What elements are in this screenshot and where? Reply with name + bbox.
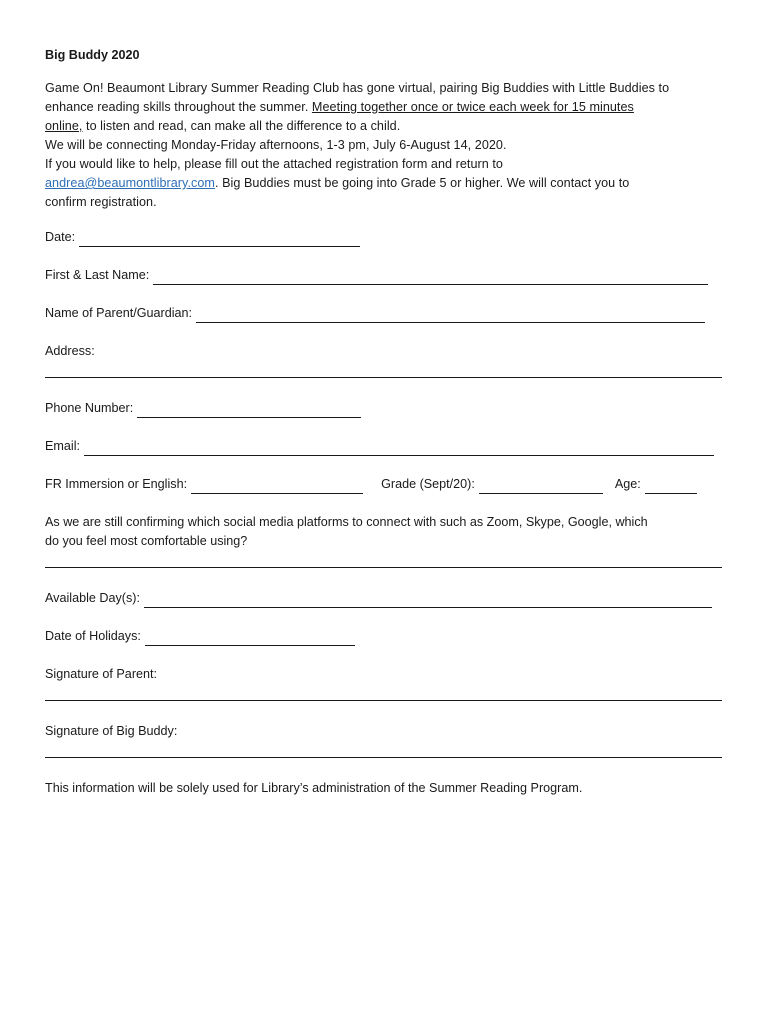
holidays-field[interactable] bbox=[145, 630, 355, 646]
email-row bbox=[45, 437, 714, 456]
intro-line-1: Game On! Beaumont Library Summer Reading Club has gone virtual, pairing Big Buddies with Little Buddies to bbox=[45, 81, 670, 95]
age-field[interactable] bbox=[645, 478, 697, 494]
social-media-question bbox=[45, 513, 725, 551]
intro-line-3-plain: to listen and read, can make all the difference to a child. bbox=[82, 119, 401, 133]
immersion-label: FR Immersion or English: bbox=[45, 477, 188, 491]
buddy-signature-field[interactable] bbox=[45, 757, 722, 758]
date-label: Date: bbox=[45, 230, 76, 244]
intro-line-7: confirm registration. bbox=[45, 195, 157, 209]
grade-field[interactable] bbox=[479, 478, 603, 494]
phone-field[interactable] bbox=[137, 402, 361, 418]
phone-label: Phone Number: bbox=[45, 401, 134, 415]
parent-field[interactable] bbox=[196, 307, 705, 323]
date-field[interactable] bbox=[79, 231, 360, 247]
intro-paragraph bbox=[45, 79, 725, 212]
intro-line-3-underlined: online, bbox=[45, 119, 83, 133]
phone-row bbox=[45, 399, 361, 418]
address-row bbox=[45, 342, 99, 361]
social-question-line-2: do you feel most comfortable using? bbox=[45, 534, 248, 548]
parent-label: Name of Parent/Guardian: bbox=[45, 306, 193, 320]
days-field[interactable] bbox=[144, 592, 712, 608]
parent-row bbox=[45, 304, 705, 323]
email-label: Email: bbox=[45, 439, 80, 453]
intro-line-5: If you would like to help, please fill out the attached registration form and return to bbox=[45, 157, 503, 171]
email-field[interactable] bbox=[84, 440, 714, 456]
name-field[interactable] bbox=[153, 269, 708, 285]
address-label: Address: bbox=[45, 344, 95, 358]
intro-line-6-rest: . Big Buddies must be going into Grade 5 or higher. We will contact you to bbox=[214, 176, 630, 190]
intro-line-2 bbox=[45, 98, 725, 117]
immersion-field[interactable] bbox=[191, 478, 363, 494]
holidays-label: Date of Holidays: bbox=[45, 629, 141, 643]
days-row bbox=[45, 589, 712, 608]
address-field[interactable] bbox=[45, 377, 722, 378]
holidays-row bbox=[45, 627, 355, 646]
email-link[interactable]: andrea@beaumontlibrary.com bbox=[45, 176, 215, 190]
date-row bbox=[45, 228, 360, 247]
social-media-field[interactable] bbox=[45, 567, 722, 568]
name-row bbox=[45, 266, 708, 285]
intro-line-6 bbox=[45, 174, 725, 193]
intro-line-3 bbox=[45, 117, 725, 136]
privacy-note: This information will be solely used for Library’s administration of the Summer Reading Program. bbox=[45, 781, 583, 795]
parent-signature-label: Signature of Parent: bbox=[45, 667, 158, 681]
grade-label: Grade (Sept/20): bbox=[381, 477, 475, 491]
buddy-signature-label: Signature of Big Buddy: bbox=[45, 724, 178, 738]
registration-form bbox=[45, 46, 725, 795]
intro-line-2-underlined: Meeting together once or twice each week for 15 minutes bbox=[311, 100, 634, 114]
age-label: Age: bbox=[614, 477, 641, 491]
intro-line-2-plain: enhance reading skills throughout the summer. bbox=[45, 100, 312, 114]
intro-line-4: We will be connecting Monday-Friday afternoons, 1-3 pm, July 6-August 14, 2020. bbox=[45, 138, 507, 152]
immersion-grade-age-row bbox=[45, 475, 697, 494]
days-label: Available Day(s): bbox=[45, 591, 140, 605]
form-title: Big Buddy 2020 bbox=[45, 48, 140, 62]
parent-signature-row bbox=[45, 665, 161, 684]
parent-signature-field[interactable] bbox=[45, 700, 722, 701]
name-label: First & Last Name: bbox=[45, 268, 150, 282]
buddy-signature-row bbox=[45, 722, 181, 741]
social-question-line-1: As we are still confirming which social media platforms to connect with such as Zoom, Skype, Google, which bbox=[45, 515, 648, 529]
